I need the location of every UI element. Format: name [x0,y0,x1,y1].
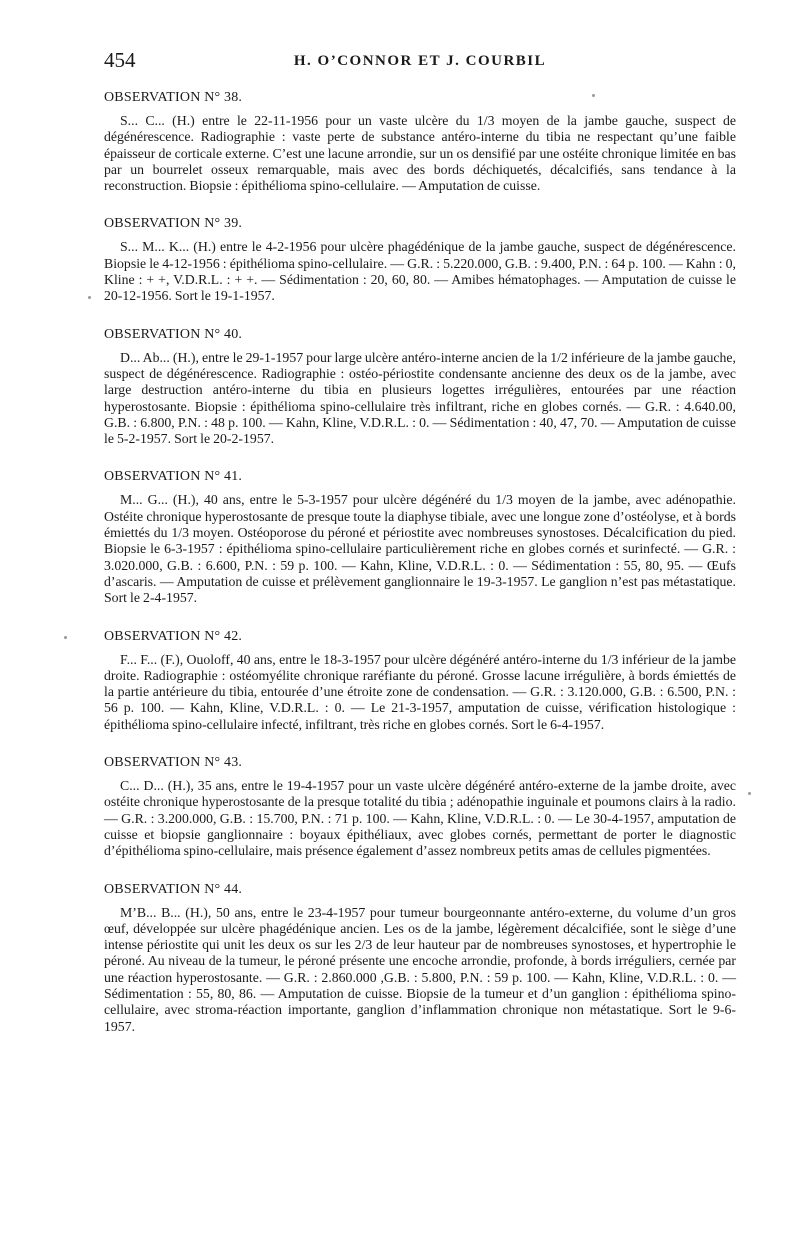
running-head [104,48,736,72]
page-body [104,88,736,1055]
observation-title: OBSERVATION N° 42. [104,628,243,644]
scan-speck [748,792,751,795]
observation-42 [104,627,736,733]
observation-text: C... D... (H.), 35 ans, entre le 19-4-1957 pour un vaste ulcère dégénéré antéro-externe de la jambe droite, avec ostéite chronique hyperostosante de la presque totalité du tibia ; adénopathie inguinale et poumons clairs à la radio. — G.R. : 3.200.000, G.B. : 15.700, P.N. : 71 p. 100. — Kahn, Kline, V.D.R.L. : 0. — Le 30-4-1957, amputation de cuisse et biopsie ganglionnaire : boyaux épithéliaux, avec globes cornés, permettant de porter le diagnostic d’épithélioma spino-cellulaire, mais présence également d’assez nombreux petits amas de cellules pigmentées. [104,778,736,859]
observation-38 [104,88,736,194]
observation-title: OBSERVATION N° 43. [104,755,243,771]
scan-speck [88,296,91,299]
observation-40 [104,325,736,448]
scan-speck [64,636,67,639]
page-number: 454 [104,48,136,72]
observation-39 [104,214,736,304]
running-head-title: H. O’CONNOR ET J. COURBIL [293,53,547,69]
observation-title: OBSERVATION N° 40. [104,326,243,342]
observation-title: OBSERVATION N° 41. [104,469,243,485]
scan-speck [592,94,595,97]
observation-text: M... G... (H.), 40 ans, entre le 5-3-1957 pour ulcère dégénéré du 1/3 moyen de la jambe, avec adénopathie. Ostéite chronique hyperostosante de presque toute la diaphyse tibiale, avec une longue zone d’ostéolyse, et à bords émiettés du 1/3 moyen. Ostéoporose du péroné et périostite avec nombreuses synostoses. Décalcification du pied. Biopsie le 6-3-1957 : épithélioma spino-cellulaire particulièrement riche en globes cornés et surinfecté. — G.R. : 3.020.000, G.B. : 6.600, P.N. : 59 p. 100. — Kahn, Kline, V.D.R.L. : 0. — Sédimentation : 55, 80, 95. — Œufs d’ascaris. — Amputation de cuisse et prélèvement ganglionnaire le 19-3-1957. Le ganglion n’est pas métastatique. Sort le 2-4-1957. [104,492,736,606]
observation-41 [104,467,736,606]
observation-44 [104,880,736,1035]
observation-text: S... M... K... (H.) entre le 4-2-1956 pour ulcère phagédénique de la jambe gauche, suspect de dégénérescence. Biopsie le 4-12-1956 : épithélioma spino-cellulaire. — G.R. : 5.220.000, G.B. : 9.400, P.N. : 64 p. 100. — Kahn : 0, Kline : + +, V.D.R.L. : + +. — Sédimentation : 20, 60, 80. — Amibes hématophages. — Amputation de cuisse le 20-12-1956. Sort le 19-1-1957. [104,239,736,304]
observation-title: OBSERVATION N° 39. [104,216,243,232]
observation-text: F... F... (F.), Ouoloff, 40 ans, entre le 18-3-1957 pour ulcère dégénéré antéro-interne du 1/3 inférieur de la jambe droite. Radiographie : ostéomyélite chronique raréfiante du péroné. Grosse lacune irrégulière, à bords émiettés de la partie antérieure du tibia, entourée d’une étroite zone de condensation. — G.R. : 3.120.000, G.B. : 6.500, P.N. : 56 p. 100. — Kahn, Kline, V.D.R.L. : 0. — Le 21-3-1957, amputation de cuisse, vérification histologique : épithélioma spino-cellulaire infecté, infiltrant, très riche en globes cornés. Sort le 6-4-1957. [104,651,736,732]
observation-title: OBSERVATION N° 44. [104,881,243,897]
observation-text: M’B... B... (H.), 50 ans, entre le 23-4-1957 pour tumeur bourgeonnante antéro-externe, du volume d’un gros œuf, développée sur ulcère phagédénique ancien. Les os de la jambe, légèrement décalcifiée, sont le siège d’une intense périostite qui unit les deux os sur les 2/3 de leur hauteur par de nombreuses synostoses, et hypertrophie le péroné. Au niveau de la tumeur, le péroné présente une encoche arrondie, profonde, à bords irréguliers, cernée par une réaction hyperostosante. — G.R. : 2.860.000 ,G.B. : 5.800, P.N. : 59 p. 100. — Kahn, Kline, V.D.R.L. : 0. — Sédimentation : 55, 80, 86. — Amputation de cuisse. Biopsie de la tumeur et d’un ganglion : épithélioma spino-cellulaire, avec stroma-réaction importante, ganglion d’inflammation chronique non métastatique. Sort le 9-6-1957. [104,904,736,1034]
observation-text: S... C... (H.) entre le 22-11-1956 pour un vaste ulcère du 1/3 moyen de la jambe gauche, suspect de dégénérescence. Radiographie : vaste perte de substance antéro-interne du tibia ne respectant qu’une faible épaisseur de corticale externe. C’est une lacune arrondie, sur un os densifié par une ostéite chronique limitée en bas par un bourrelet osseux remarquable, mais avec des bords déchiquetés, décalcifiés, sans tendance à la reconstruction. Biopsie : épithélioma spino-cellulaire. — Amputation de cuisse. [104,113,736,194]
observation-title: OBSERVATION N° 38. [104,90,243,105]
observation-43 [104,753,736,859]
observation-text: D... Ab... (H.), entre le 29-1-1957 pour large ulcère antéro-interne ancien de la 1/2 inférieure de la jambe gauche, suspect de dégénérescence. Radiographie : ostéo-périostite condensante ancienne des deux os de la jambe, avec large destruction antéro-interne du tibia en plusieurs logettes irrégulières, entourées par une réaction hyperostosante. Biopsie : épithélioma spino-cellulaire très infiltrant, riche en globes cornés. — G.R. : 4.640.00, G.B. : 6.800, P.N. : 48 p. 100. — Kahn, Kline, V.D.R.L. : 0. — Sédimentation : 40, 47, 70. — Amputation de cuisse le 5-2-1957. Sort le 20-2-1957. [104,349,736,447]
